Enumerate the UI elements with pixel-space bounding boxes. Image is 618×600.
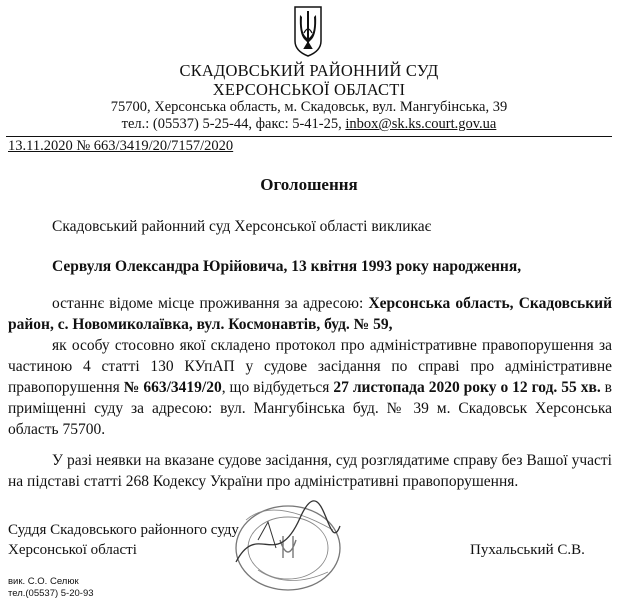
document-reference: 13.11.2020 № 663/3419/20/7157/2020: [8, 138, 234, 154]
hearing-intro: як особу стосовно якої складено протокол про адміністративне правопорушення за частиною 4 статті 130 КУпАП у судове засідання по справі про адміністративне правопорушення: [8, 337, 612, 396]
hearing-datetime: 27 листопада 2020 року о 12 год. 55 хв.: [333, 379, 601, 396]
email-link[interactable]: inbox@sk.ks.court.gov.ua: [345, 116, 497, 132]
court-address: 75700, Херсонська область, м. Скадовськ, вул. Мангубінська, 39: [110, 99, 508, 115]
court-seal-icon: [228, 500, 348, 592]
signer-name: Пухальський С.В.: [470, 542, 585, 558]
contacts-phone-fax: тел.: (05537) 5-25-44, факс: 5-41-25,: [121, 116, 346, 132]
hearing-location: в приміщенні суду за адресою: вул. Мангубінська буд. № 39 м. Скадовськ Херсонська область 75700.: [8, 379, 612, 438]
executor-note: вик. С.О. Селюк: [8, 576, 79, 587]
residence-intro: останнє відоме місце проживання за адресою:: [52, 295, 369, 312]
absence-paragraph: У разі неявки на вказане судове засідання, суд розглядатиме справу без Вашої участі на підставі статті 268 Кодексу України про адміністративні правопорушення.: [8, 452, 612, 490]
coat-of-arms-icon: [293, 3, 323, 58]
residence-address-1: Херсонська область,: [368, 295, 514, 312]
residence-address-2: Скадовський район, с. Новомиколаївка, вул. Космонавтів, буд. № 59,: [8, 295, 613, 333]
executor-phone: тел.(05537) 5-20-93: [8, 588, 94, 599]
case-number: № 663/3419/20: [123, 379, 222, 396]
court-contacts: [0, 116, 618, 133]
header-divider: [6, 136, 612, 137]
signer-role-line1: Суддя Скадовського районного суду: [8, 522, 239, 538]
court-name-line2: ХЕРСОНСЬКОЇ ОБЛАСТІ: [212, 80, 406, 99]
document-title: Оголошення: [260, 175, 358, 194]
court-name-line1: СКАДОВСЬКИЙ РАЙОННИЙ СУД: [179, 61, 439, 80]
person-name: Сервуля Олександра Юрійовича, 13 квітня 1993 року народження,: [52, 258, 522, 275]
hearing-paragraph: [8, 335, 612, 440]
signer-role-line2: Херсонської області: [8, 542, 137, 558]
residence-paragraph: [8, 293, 612, 335]
intro-paragraph: Скадовський районний суд Херсонської області викликає: [52, 218, 432, 235]
hearing-connector: , що відбудеться: [221, 379, 334, 396]
person-paragraph: [52, 256, 612, 277]
